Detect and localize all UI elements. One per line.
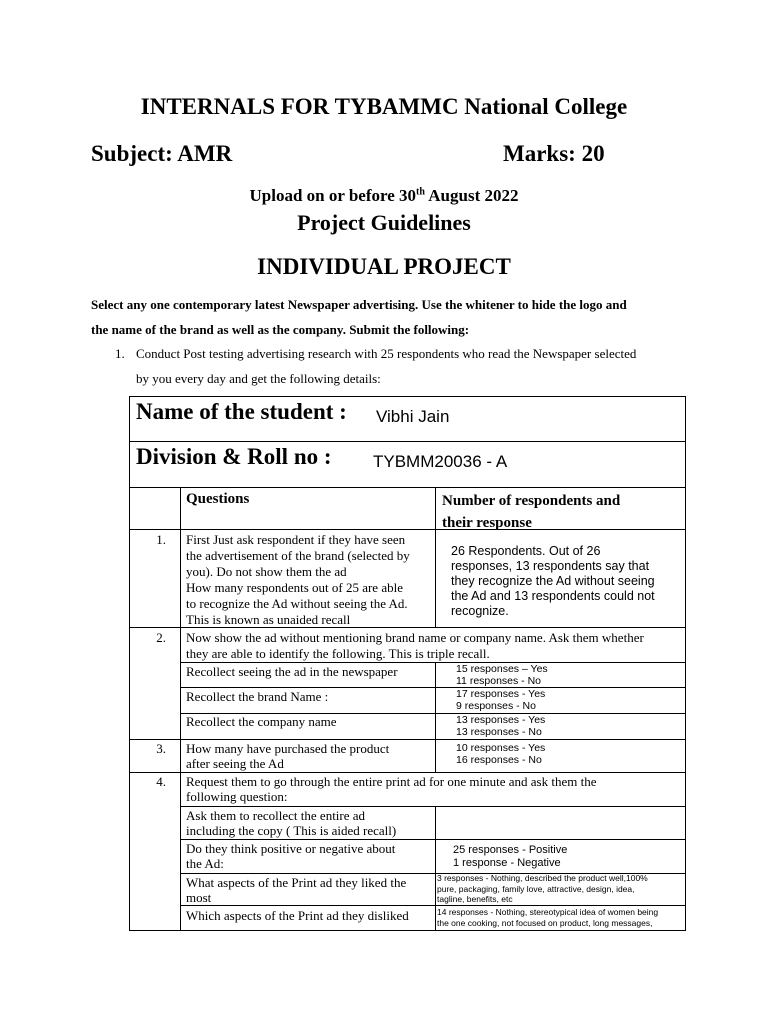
question-line: following question:: [186, 789, 288, 804]
question-2-text: [186, 630, 644, 662]
intro-line-2: the name of the brand as well as the company. Submit the following:: [91, 322, 470, 337]
list-item-line-1: Conduct Post testing advertising research with 25 respondents who read the Newspaper selected: [136, 346, 637, 361]
response-line: 10 responses - Yes: [456, 742, 546, 754]
column-divider: [435, 662, 436, 739]
sub-question-label: [186, 875, 406, 905]
sub-question-response: [456, 714, 545, 738]
question-line: the Ad:: [186, 856, 224, 871]
response-line: tagline, benefits, etc: [437, 894, 513, 904]
questions-header: Questions: [186, 491, 250, 507]
response-line: 25 responses - Positive: [453, 844, 568, 856]
sub-question-label: Recollect seeing the ad in the newspaper: [186, 664, 398, 679]
question-line: Now show the ad without mentioning brand name or company name. Ask them whether: [186, 630, 644, 645]
response-line: the Ad and 13 respondents could not: [451, 589, 655, 603]
response-line: 9 responses - No: [456, 700, 536, 712]
row-divider: [130, 739, 685, 740]
question-line: This is known as unaided recall: [186, 612, 351, 627]
responses-header: [442, 490, 620, 534]
upload-suffix: August 2022: [424, 186, 519, 205]
division-value: TYBMM20036 - A: [373, 452, 508, 471]
question-line: Do they think positive or negative about: [186, 841, 396, 856]
question-line: Request them to go through the entire print ad for one minute and ask them the: [186, 774, 597, 789]
sub-question-label: [186, 841, 395, 871]
column-divider: [435, 739, 436, 772]
upload-prefix: Upload on or before 30: [249, 186, 417, 205]
column-divider: [180, 487, 181, 930]
division-label: Division & Roll no :: [136, 444, 332, 469]
responses-header-line-1: Number of respondents and: [442, 493, 621, 509]
response-line: 1 response - Negative: [453, 857, 561, 869]
question-number: 1.: [156, 532, 166, 547]
question-1-text: [186, 532, 410, 628]
response-line: 3 responses - Nothing, described the product well,100%: [437, 873, 648, 883]
question-number: 3.: [156, 741, 166, 756]
question-number: 4.: [156, 774, 166, 789]
question-line: including the copy ( This is aided recall): [186, 823, 397, 838]
row-divider: [180, 905, 685, 906]
sub-question-response: [437, 873, 648, 905]
question-line: you). Do not show them the ad: [186, 564, 347, 579]
question-line: they are able to identify the following. This is triple recall.: [186, 646, 490, 661]
response-line: 13 responses - No: [456, 726, 542, 738]
response-line: 15 responses – Yes: [456, 663, 548, 675]
question-3-response: [456, 742, 545, 766]
guidelines-heading: Project Guidelines: [297, 210, 471, 235]
question-line: How many respondents out of 25 are able: [186, 580, 403, 595]
subject-label: Subject: AMR: [91, 141, 233, 166]
response-line: pure, packaging, family love, attractive, design, idea,: [437, 883, 635, 894]
project-type-heading: INDIVIDUAL PROJECT: [257, 254, 511, 279]
row-divider: [180, 839, 685, 840]
student-name-value: Vibhi Jain: [376, 407, 450, 426]
sub-question-response: [437, 907, 658, 928]
question-line: the advertisement of the brand (selected by: [186, 548, 410, 563]
list-item-line-2: by you every day and get the following details:: [136, 371, 381, 386]
question-line: Ask them to recollect the entire ad: [186, 808, 366, 823]
response-line: they recognize the Ad without seeing: [451, 574, 655, 588]
student-name-label: Name of the student :: [136, 399, 347, 424]
question-line: How many have purchased the product: [186, 741, 390, 756]
upload-deadline: [0, 186, 768, 206]
sub-question-label: Recollect the company name: [186, 714, 337, 729]
sub-question-label: Recollect the brand Name :: [186, 689, 329, 704]
response-line: recognize.: [451, 604, 509, 618]
column-divider: [435, 806, 436, 930]
upload-superscript: th: [416, 186, 425, 198]
question-4-text: [186, 774, 596, 804]
question-line: most: [186, 890, 212, 905]
response-line: 26 Respondents. Out of 26: [451, 544, 601, 558]
document-title: INTERNALS FOR TYBAMMC National College: [140, 94, 628, 119]
sub-question-response: [453, 844, 567, 870]
response-line: 16 responses - No: [456, 754, 542, 766]
response-line: 14 responses - Nothing, stereotypical idea of women being: [437, 907, 659, 917]
row-divider: [130, 772, 685, 773]
row-divider: [130, 487, 685, 488]
question-line: First Just ask respondent if they have seen: [186, 532, 406, 547]
question-3-text: [186, 741, 389, 771]
question-number: 2.: [156, 630, 166, 645]
response-line: the one cooking, not focused on product, long messages,: [437, 917, 653, 928]
row-divider: [180, 687, 685, 688]
column-divider: [435, 487, 436, 627]
sub-question-response: [456, 688, 545, 712]
row-divider: [180, 662, 685, 663]
row-divider: [130, 441, 685, 442]
row-divider: [180, 806, 685, 807]
sub-question-label: [186, 808, 396, 838]
sub-question-label: Which aspects of the Print ad they disliked: [186, 908, 409, 923]
question-line: after seeing the Ad: [186, 756, 284, 771]
response-line: responses, 13 respondents say that: [451, 559, 650, 573]
response-line: 13 responses - Yes: [456, 714, 546, 726]
sub-question-response: [456, 663, 548, 687]
question-line: to recognize the Ad without seeing the Ad.: [186, 596, 408, 611]
question-1-response: [451, 544, 655, 619]
question-line: What aspects of the Print ad they liked the: [186, 875, 407, 890]
list-item-number: 1.: [115, 346, 125, 361]
response-table: [129, 396, 686, 931]
response-line: 11 responses - No: [456, 675, 542, 687]
response-line: 17 responses - Yes: [456, 688, 546, 700]
responses-header-line-2: their response: [442, 515, 532, 531]
intro-line-1: Select any one contemporary latest Newspaper advertising. Use the whitener to hide the logo and: [91, 297, 627, 312]
marks-label: Marks: 20: [503, 141, 605, 166]
